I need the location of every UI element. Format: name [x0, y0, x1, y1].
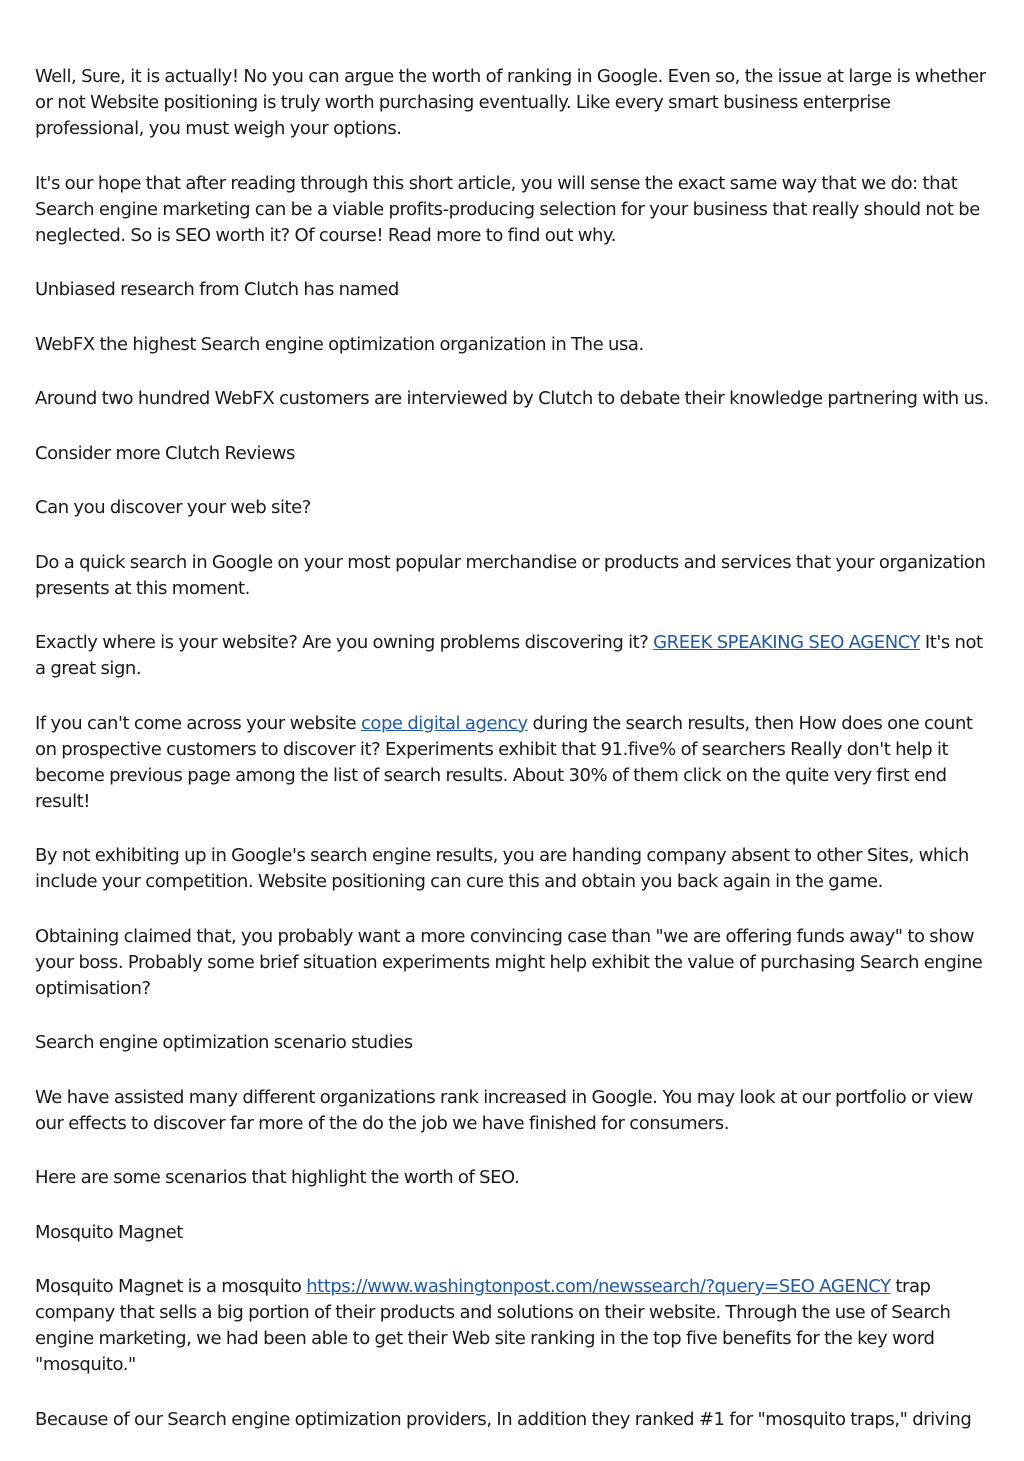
paragraph-case-studies-heading: Search engine optimization scenario studies [35, 1032, 413, 1053]
link-cope-digital-agency[interactable]: cope digital agency [360, 712, 528, 734]
paragraph-convincing-case: Obtaining claimed that, you probably want a more convincing case than "we are offering funds away" to show your boss. Probably some brief situation experiments might help exhibit the value of purchasing Search engine optimisation? [35, 925, 983, 999]
paragraph-cant-find-website [35, 711, 995, 815]
paragraph-not-showing-up: By not exhibiting up in Google's search engine results, you are handing company absent to other Sites, which include your competition. Website positioning can cure this and obtain you back again in the game. [35, 845, 969, 892]
text-segment: during the search results, then How does one count on prospective customers to discover it? Experiments exhibit that 91.five% of searchers Really don't help it become previous page among the list of search results. About 30% of them click on the quite very first end result! [35, 712, 973, 812]
paragraph-intro: Well, Sure, it is actually! No you can argue the worth of ranking in Google. Even so, the issue at large is whether or not Website positioning is truly worth purchasing eventually. Like every smart business enterprise professional, you must weigh your options. [35, 66, 986, 139]
document-body [35, 64, 995, 1461]
paragraph-where-is-website [35, 630, 995, 682]
paragraph-discover-site: Can you discover your web site? [35, 497, 311, 518]
paragraph-quick-search: Do a quick search in Google on your most popular merchandise or products and services that your organization presents at this moment. [35, 551, 986, 599]
paragraph-scenarios: Here are some scenarios that highlight the worth of SEO. [35, 1167, 520, 1188]
text-segment: trap company that sells a big portion of their products and solutions on their website. Through the use of Search engine marketing, we had been able to get their Web site ranking in the top five benefits for the key word "mosquito." [35, 1276, 951, 1375]
text-segment: Exactly where is your website? Are you owning problems discovering it? [35, 632, 654, 653]
paragraph-mosquito-traps: Because of our Search engine optimization providers, In addition they ranked #1 for "mosquito traps," driving [35, 1408, 972, 1430]
paragraph-clutch-research: Unbiased research from Clutch has named [35, 279, 399, 300]
text-segment: If you can't come across your website [35, 712, 361, 734]
paragraph-mosquito-magnet [35, 1274, 995, 1378]
paragraph-clutch-reviews: Consider more Clutch Reviews [35, 442, 295, 464]
link-greek-seo-agency[interactable]: GREEK SPEAKING SEO AGENCY [653, 632, 921, 653]
paragraph-mosquito-magnet-heading: Mosquito Magnet [35, 1221, 183, 1243]
paragraph-assisted-organizations: We have assisted many different organizations rank increased in Google. You may look at our portfolio or view our effects to discover far more of the do the job we have finished for consumers. [35, 1086, 973, 1134]
paragraph-hope: It's our hope that after reading through this short article, you will sense the exact same way that we do: that Search engine marketing can be a viable profits-producing selection for your business that really should not be neglected. So is SEO worth it? Of course! Read more to find out why. [35, 172, 980, 246]
paragraph-webfx-highest: WebFX the highest Search engine optimization organization in The usa. [35, 333, 644, 355]
text-segment: Mosquito Magnet is a mosquito [35, 1276, 307, 1297]
paragraph-customers-interviewed: Around two hundred WebFX customers are interviewed by Clutch to debate their knowledge partnering with us. [35, 388, 989, 409]
text-segment: It's not a great sign. [35, 632, 983, 679]
link-washington-post-search[interactable]: https://www.washingtonpost.com/newssearch/?query=SEO AGENCY [306, 1276, 891, 1297]
